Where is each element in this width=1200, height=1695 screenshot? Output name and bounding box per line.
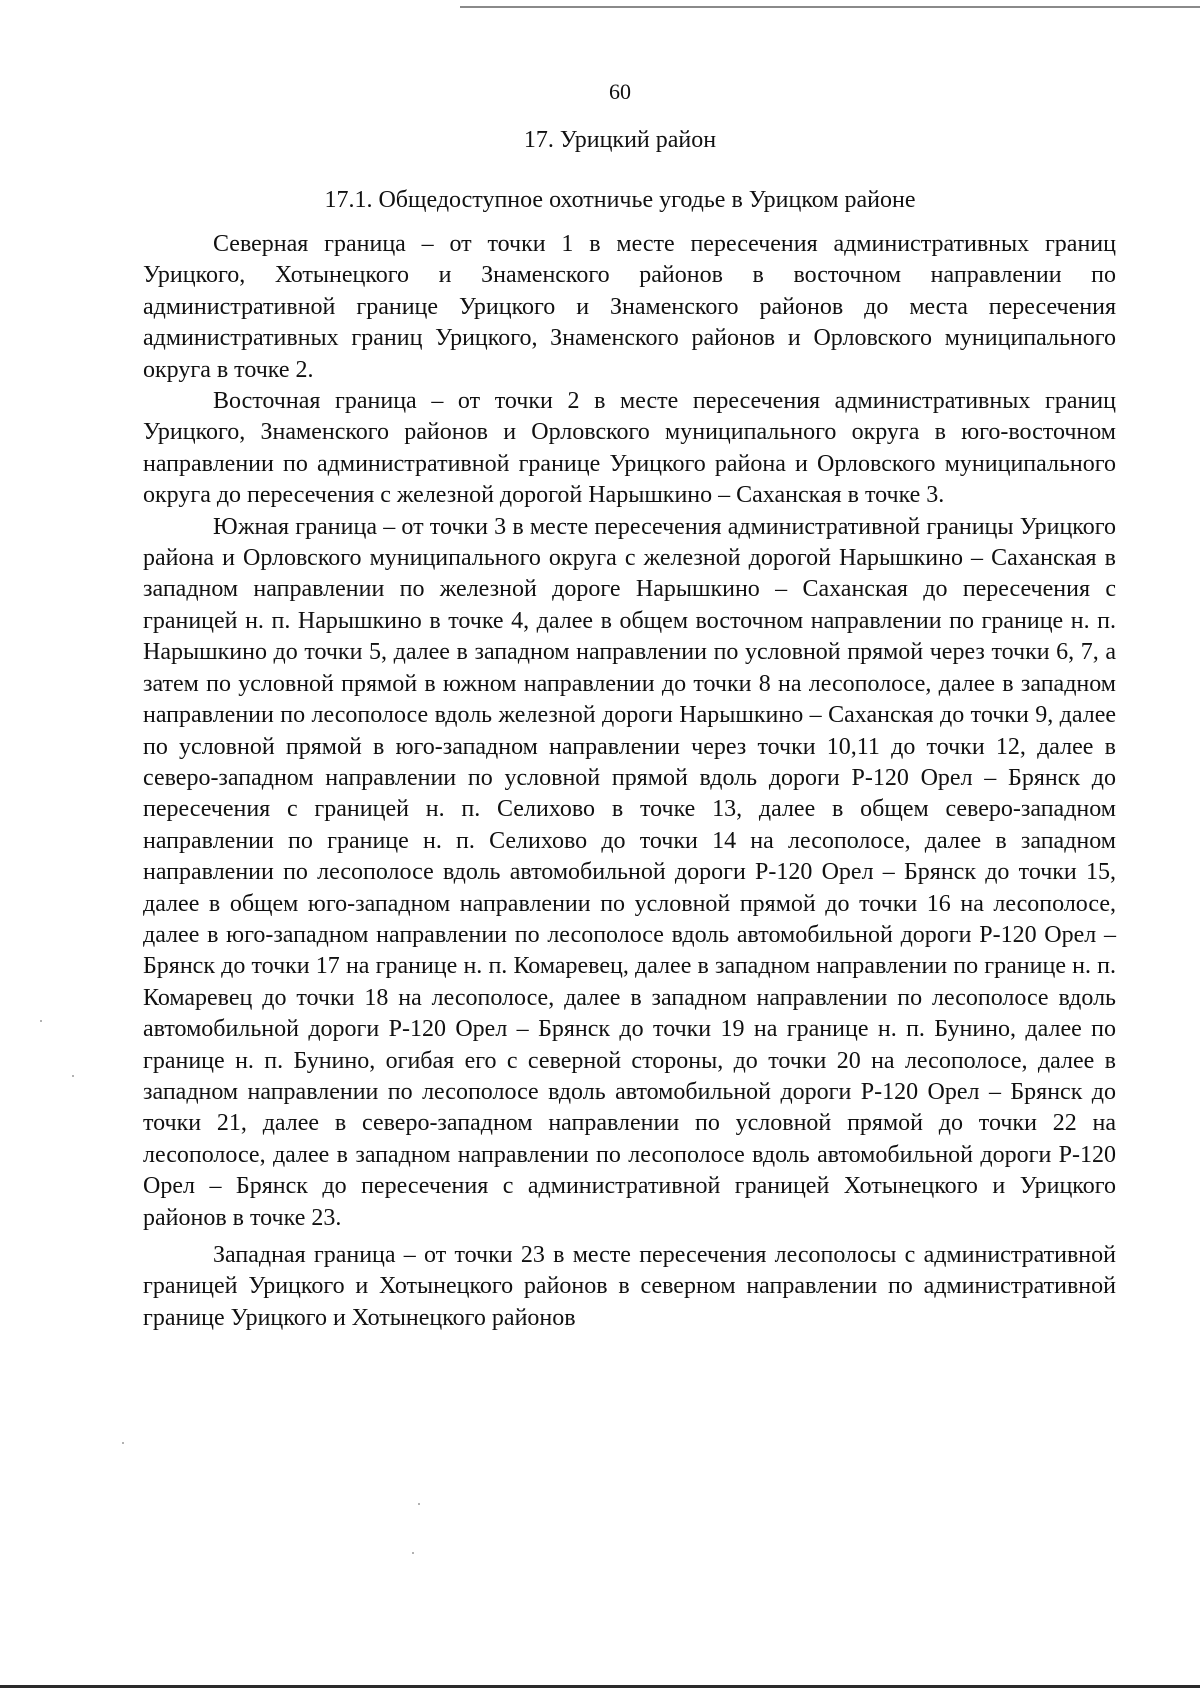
- scan-speck: [40, 1020, 42, 1022]
- paragraph-south-boundary: Южная граница – от точки 3 в месте пересечения административной границы Урицкого района и Орловского муниципального округа с железной дорогой Нарышкино – Саханская в западном направлении по железной дороге Нарышкино – Саханская до пересечения с границей н. п. Нарышкино в точке 4, далее в общем восточном направлении по границе н. п. Нарышкино до точки 5, далее в западном направлении по условной прямой через точки 6, 7, а затем по условной прямой в южном направлении до точки 8 на лесополосе, далее в западном направлении по лесополосе вдоль железной дороги Нарышкино – Саханская до точки 9, далее по условной прямой в юго-западном направлении через точки 10,11 до точки 12, далее в северо-западном направлении по условной прямой вдоль дороги Р-120 Орел – Брянск до пересечения с границей н. п. Селихово в точке 13, далее в общем северо-западном направлении по границе н. п. Селихово до точки 14 на лесополосе, далее в западном направлении по лесополосе вдоль автомобильной дороги Р-120 Орел – Брянск до точки 15, далее в общем юго-западном направлении по условной прямой до точки 16 на лесополосе, далее в юго-западном направлении по лесополосе вдоль автомобильной дороги Р-120 Орел – Брянск до точки 17 на границе н. п. Комаревец, далее в западном направлении по границе н. п. Комаревец до точки 18 на лесополосе, далее в западном направлении по лесополосе вдоль автомобильной дороги Р-120 Орел – Брянск до точки 19 на границе н. п. Бунино, далее по границе н. п. Бунино, огибая его с северной стороны, до точки 20 на лесополосе, далее в западном направлении по лесополосе вдоль автомобильной дороги Р-120 Орел – Брянск до точки 21, далее в северо-западном направлении по условной прямой до точки 22 на лесополосе, далее в западном направлении по лесополосе вдоль автомобильной дороги Р-120 Орел – Брянск до пересечения с административной границей Хотынецкого и Урицкого районов в точке 23.: [143, 513, 1116, 1231]
- scan-speck: [412, 1552, 414, 1554]
- scan-speck: [72, 1075, 74, 1077]
- paragraph-west-boundary: Западная граница – от точки 23 в месте пересечения лесополосы с административной границей Урицкого и Хотынецкого районов в северном направлении по административной границе Урицкого и Хотынецкого районов: [143, 1242, 1116, 1331]
- top-scan-rule: [460, 6, 1200, 8]
- paragraph-north-boundary: Северная граница – от точки 1 в месте пересечения административных границ Урицкого, Хотынецкого и Знаменского районов в восточном направлении по административной границе Урицкого и Знаменского районов до места пересечения административных границ Урицкого, Знаменского районов и Орловского муниципального округа в точке 2.: [143, 231, 1116, 383]
- scan-speck: [122, 1442, 124, 1444]
- subsection-title: 17.1. Общедоступное охотничье угодье в Урицком районе: [324, 187, 916, 213]
- body-text: [143, 229, 1116, 1334]
- bottom-scan-rule: [0, 1685, 1200, 1688]
- section-title: 17. Урицкий район: [523, 127, 717, 153]
- paragraph-east-boundary: Восточная граница – от точки 2 в месте пересечения административных границ Урицкого, Знаменского районов и Орловского муниципального округа в юго-восточном направлении по административной границе Урицкого района и Орловского муниципального округа до пересечения с железной дорогой Нарышкино – Саханская в точке 3.: [143, 388, 1116, 509]
- page-number: 60: [609, 79, 631, 104]
- scan-speck: [418, 1503, 420, 1505]
